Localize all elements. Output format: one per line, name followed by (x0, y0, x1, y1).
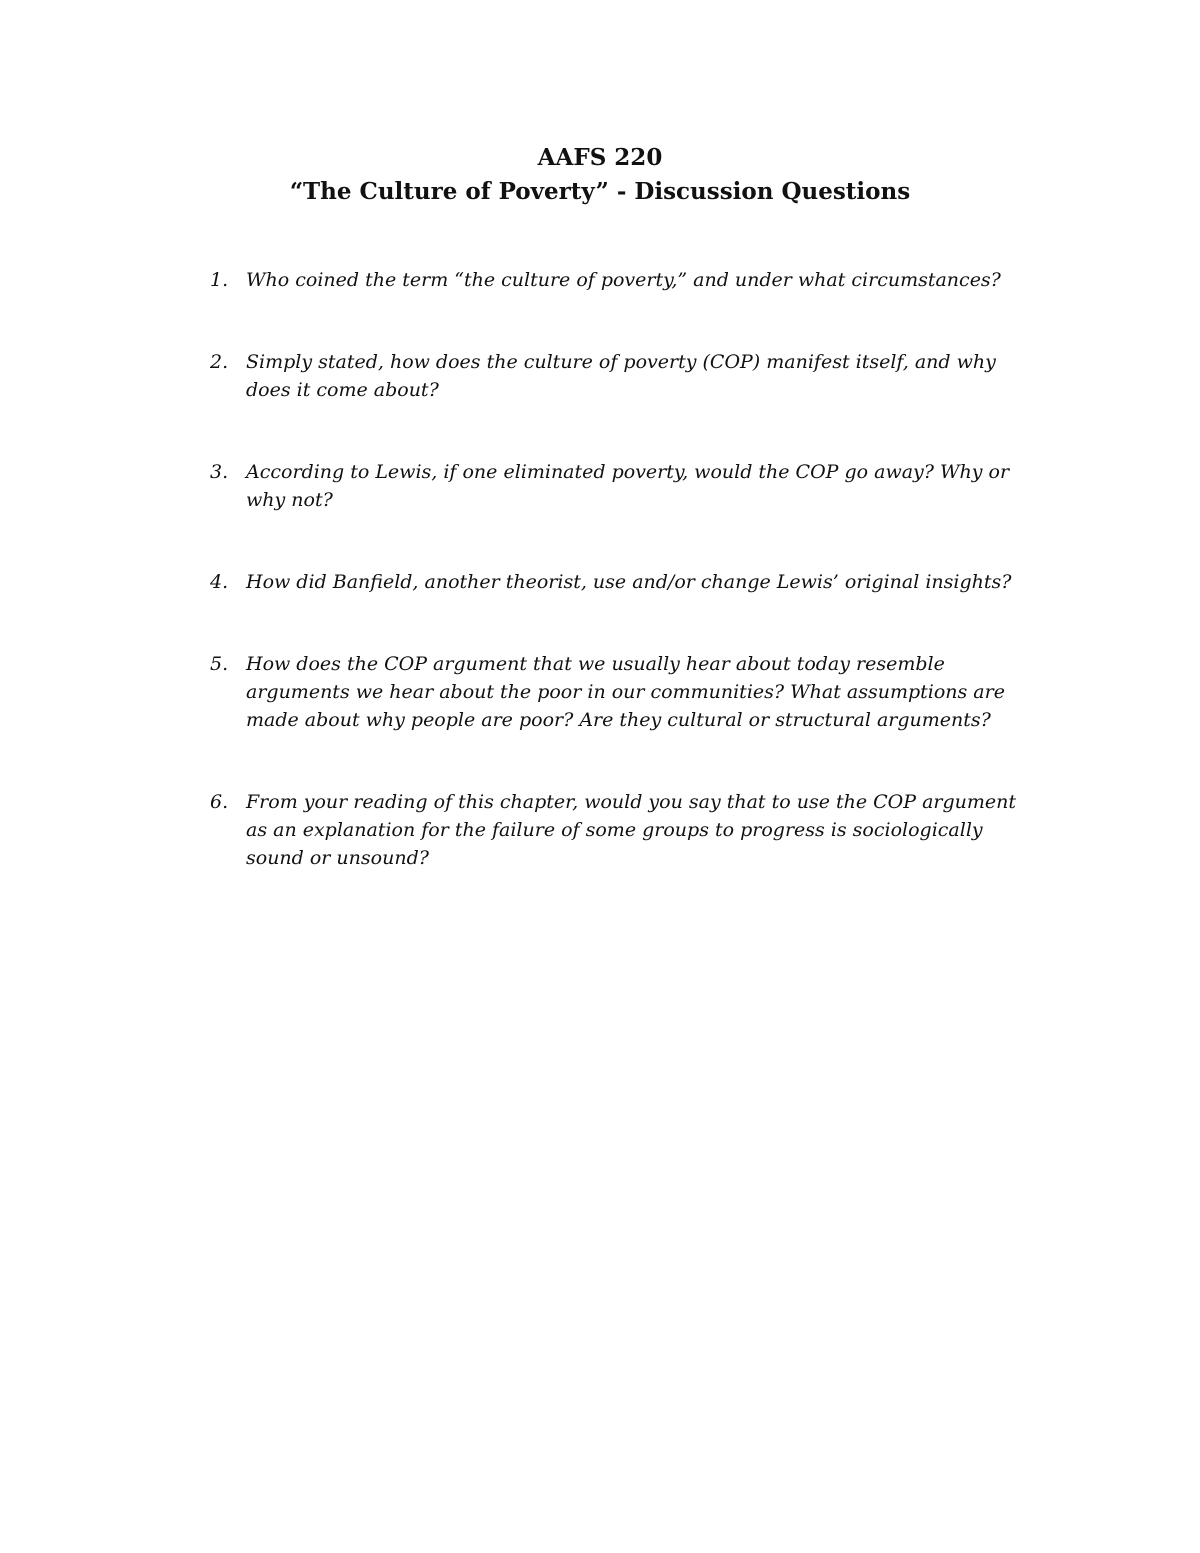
course-code: AAFS 220 (537, 144, 663, 171)
question-number: 1. (210, 269, 229, 291)
question-number: 2. (210, 351, 229, 373)
question-number: 3. (210, 461, 229, 483)
document-title: “The Culture of Poverty” - Discussion Questions (289, 178, 911, 205)
question-text: According to Lewis, if one eliminated poverty, would the COP go away? Why or why not? (246, 461, 1010, 511)
question-item (210, 568, 1040, 596)
question-text: Who coined the term “the culture of poverty,” and under what circumstances? (246, 269, 1001, 291)
question-item (210, 788, 1040, 872)
question-item (210, 348, 1040, 404)
question-item (210, 458, 1040, 514)
question-list (210, 266, 1040, 926)
question-text: How did Banfield, another theorist, use and/or change Lewis’ original insights? (246, 571, 1012, 593)
question-text: How does the COP argument that we usually hear about today resemble arguments we hear about the poor in our communities? What assumptions are made about why people are poor? Are they cultural or structural arguments? (246, 653, 1005, 731)
question-number: 6. (210, 791, 229, 813)
question-text: From your reading of this chapter, would you say that to use the COP argument as an explanation for the failure of some groups to progress is sociologically sound or unsound? (246, 791, 1017, 869)
question-item (210, 266, 1040, 294)
document-header (0, 141, 1200, 209)
question-number: 5. (210, 653, 229, 675)
question-item (210, 650, 1040, 734)
question-number: 4. (210, 571, 229, 593)
question-text: Simply stated, how does the culture of poverty (COP) manifest itself, and why does it come about? (246, 351, 996, 401)
